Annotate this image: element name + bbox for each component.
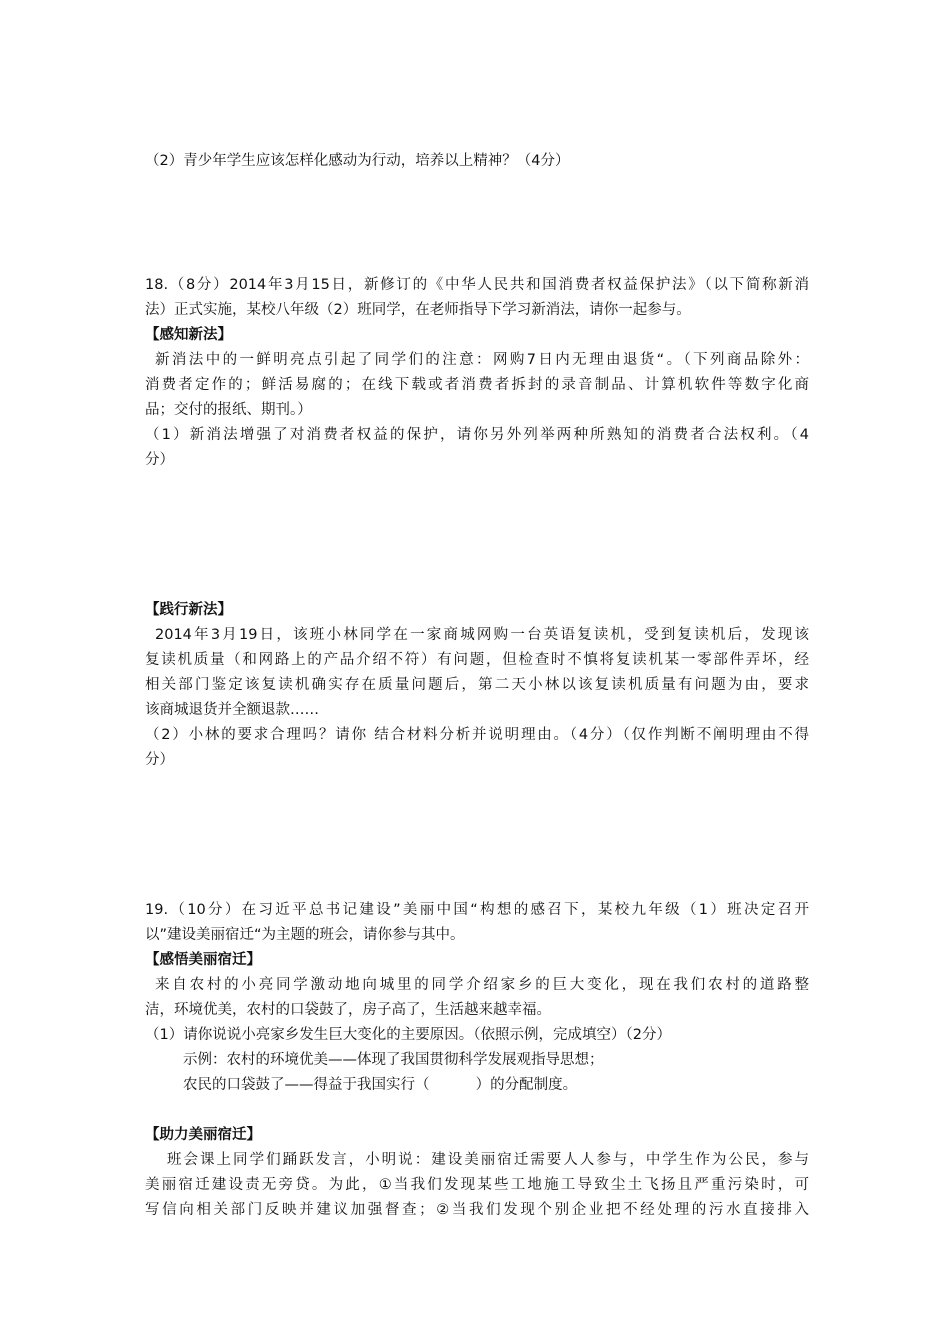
q18-material-2-line-4: 该商城退货并全额退款…… <box>145 702 319 718</box>
q18-part2-line-2: 分） <box>145 752 174 768</box>
q18-part2-line-1: （2）小林的要求合理吗？请你 结合材料分析并说明理由。（4分）（仅作判断不阐明理由不得 <box>145 727 809 743</box>
q19-example-line: 示例：农村的环境优美——体现了我国贯彻科学发展观指导思想； <box>183 1052 604 1068</box>
q18-material-2-line-3: 相关部门鉴定该复读机确实存在质量问题后，第二天小林以该复读机质量有问题为由，要求 <box>145 677 809 693</box>
q19-stem-line-1: 19.（10分）在习近平总书记建设”美丽中国“构想的感召下，某校九年级（1）班决定召开 <box>145 902 809 918</box>
q17-part2-question: （2）青少年学生应该怎样化感动为行动，培养以上精神？（4分） <box>145 153 570 169</box>
q19-section-heading-2: 【助力美丽宿迁】 <box>145 1127 261 1143</box>
q18-stem-line-2: 法）正式实施，某校八年级（2）班同学，在老师指导下学习新消法，请你一起参与。 <box>145 302 691 318</box>
q19-material-2-line-1: 班会课上同学们踊跃发言，小明说：建设美丽宿迁需要人人参与，中学生作为公民，参与 <box>167 1152 809 1168</box>
q19-material-1-line-2: 洁，环境优美，农村的口袋鼓了，房子高了，生活越来越幸福。 <box>145 1002 551 1018</box>
q19-material-2-line-2: 美丽宿迁建设责无旁贷。为此，①当我们发现某些工地施工导致尘土飞扬且严重污染时，可 <box>145 1177 809 1193</box>
q18-stem-line-1: 18.（8分）2014年3月15日，新修订的《中华人民共和国消费者权益保护法》（以下简称新消 <box>145 277 809 293</box>
q19-material-2-line-3: 写信向相关部门反映并建议加强督查；②当我们发现个别企业把不经处理的污水直接排入 <box>145 1202 809 1218</box>
q18-material-2-line-1: 2014年3月19日，该班小林同学在一家商城网购一台英语复读机，受到复读机后，发现该 <box>155 627 809 643</box>
q18-section-heading-1: 【感知新法】 <box>145 327 232 343</box>
q18-part1-line-2: 分） <box>145 452 174 468</box>
q19-part1-question: （1）请你说说小亮家乡发生巨大变化的主要原因。（依照示例，完成填空）（2分） <box>145 1027 671 1043</box>
q18-material-1-line-1: 新消法中的一鲜明亮点引起了同学们的注意：网购7日内无理由退货“。（下列商品除外： <box>155 352 809 368</box>
q19-stem-line-2: 以”建设美丽宿迁“为主题的班会，请你参与其中。 <box>145 927 465 943</box>
q18-material-2-line-2: 复读机质量（和网路上的产品介绍不符）有问题，但检查时不慎将复读机某一零部件弄坏，经 <box>145 652 809 668</box>
q19-material-1-line-1: 来自农村的小亮同学激动地向城里的同学介绍家乡的巨大变化，现在我们农村的道路整 <box>155 977 809 993</box>
q18-material-1-line-3: 品；交付的报纸、期刊。） <box>145 402 312 418</box>
q18-material-1-line-2: 消费者定作的；鲜活易腐的；在线下载或者消费者拆封的录音制品、计算机软件等数字化商 <box>145 377 809 393</box>
q19-section-heading-1: 【感悟美丽宿迁】 <box>145 952 261 968</box>
q18-section-heading-2: 【践行新法】 <box>145 602 232 618</box>
q18-part1-line-1: （1）新消法增强了对消费者权益的保护，请你另外列举两种所熟知的消费者合法权利。（4 <box>145 427 809 443</box>
q19-fill-in-blank-line: 农民的口袋鼓了——得益于我国实行（ ）的分配制度。 <box>183 1077 578 1093</box>
